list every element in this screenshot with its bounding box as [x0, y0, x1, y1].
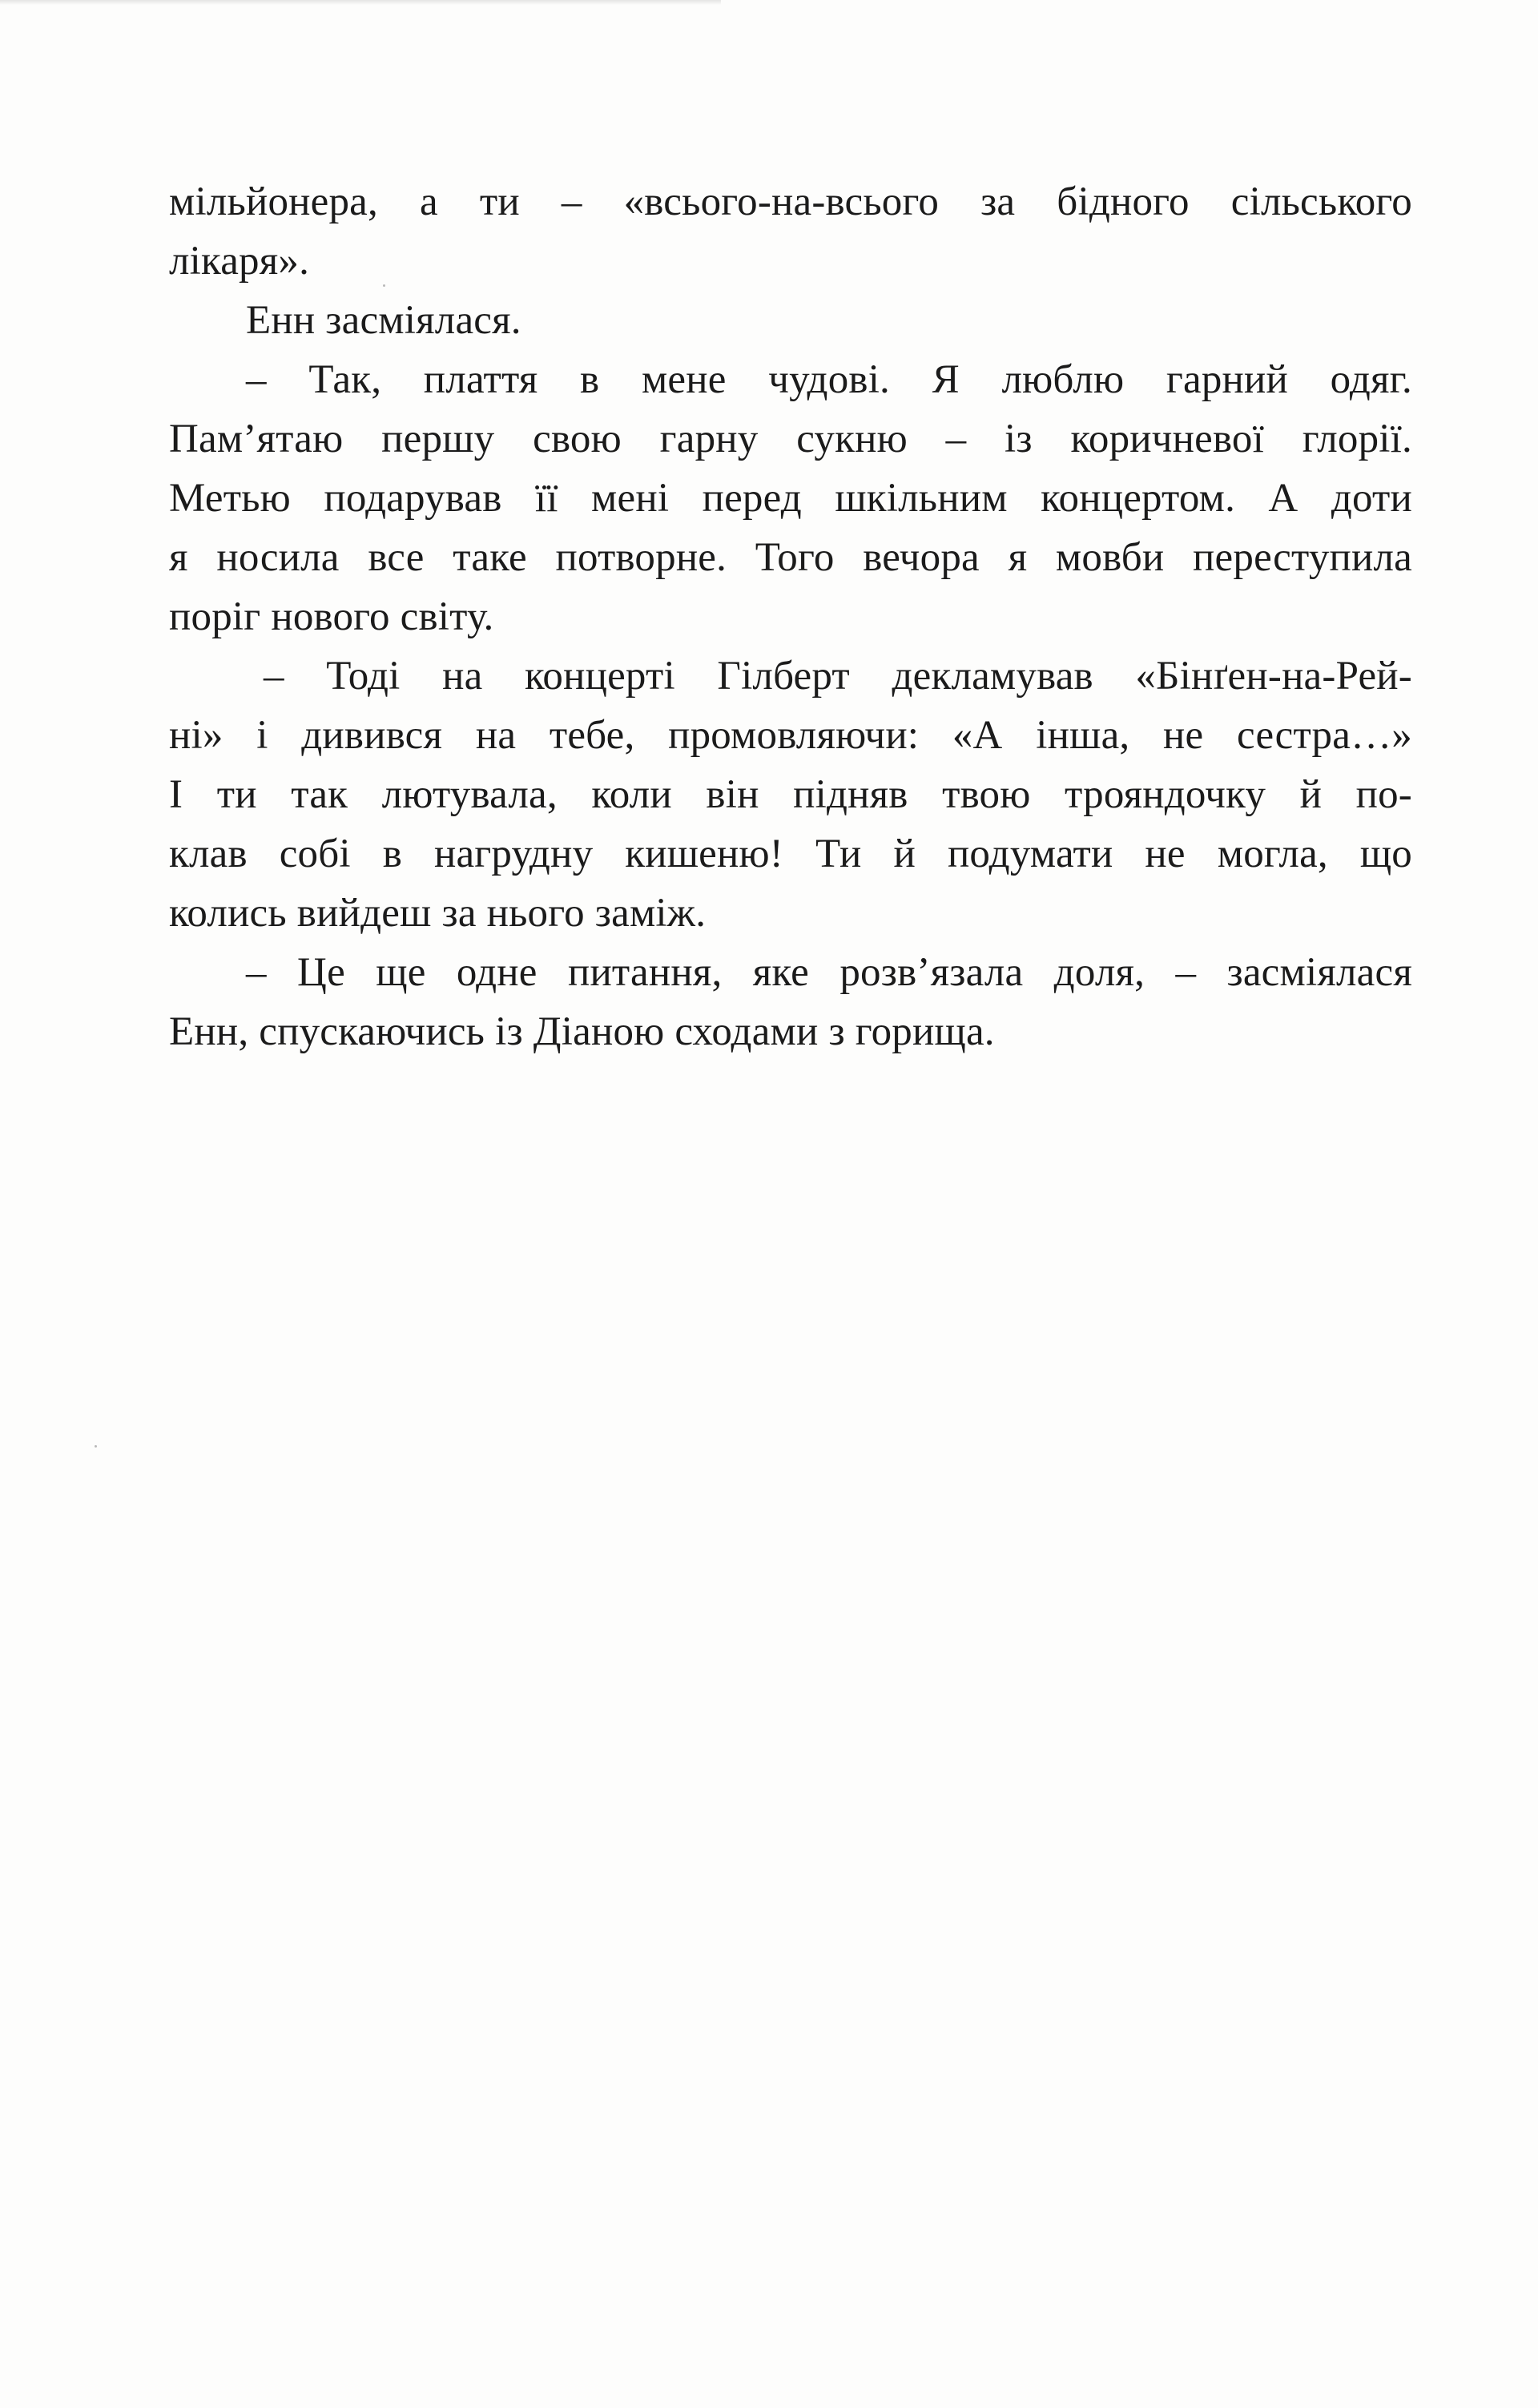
text-line-9: – Тоді на концерті Гілберт декламував «Бінґен-на-Рей- — [264, 654, 1412, 699]
text-line-2: лікаря». — [169, 239, 310, 284]
text-line-8: поріг нового світу. — [169, 594, 494, 639]
text-line-10: ні» і дивився на тебе, промовляючи: «А інша, не сестра…» — [169, 713, 1412, 758]
text-line-11: І ти так лютувала, коли він підняв твою трояндочку й по- — [169, 772, 1412, 817]
text-line-4: – Так, плаття в мене чудові. Я люблю гарний одяг. — [246, 357, 1412, 402]
text-line-12: клав собі в нагрудну кишеню! Ти й подумати не могла, що — [169, 832, 1412, 876]
text-line-15: Енн, спускаючись із Діаною сходами з горища. — [169, 1009, 995, 1054]
text-line-5: Пам’ятаю першу свою гарну сукню – із коричневої глорії. — [169, 417, 1412, 461]
text-line-13: колись вийдеш за нього заміж. — [169, 891, 707, 936]
text-line-14: – Це ще одне питання, яке розв’язала доля, – засміялася — [246, 950, 1412, 995]
text-line-6: Метью подарував її мені перед шкільним концертом. А доти — [169, 476, 1412, 521]
scan-speck — [383, 284, 385, 287]
text-line-3: Енн засміялася. — [246, 298, 521, 343]
scan-speck — [95, 1445, 97, 1448]
scan-edge-shadow — [0, 0, 721, 5]
text-line-7: я носила все таке потворне. Того вечора я мовби переступила — [169, 535, 1412, 580]
text-line-1: мільйонера, а ти – «всього-на-всього за бідного сільського — [169, 179, 1412, 224]
body-text — [169, 172, 1412, 1061]
